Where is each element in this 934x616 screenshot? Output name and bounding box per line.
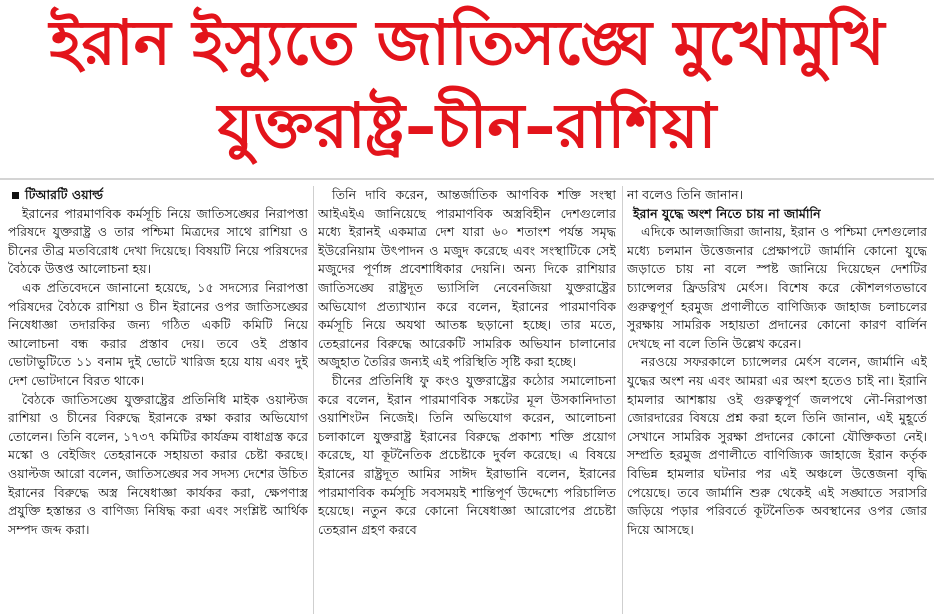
article-column-1 [8, 186, 308, 614]
paragraph: বৈঠকে জাতিসঙ্ঘে যুক্তরাষ্ট্রের প্রতিনিধি মাইক ওয়াল্টজ রাশিয়া ও চীনের বিরুদ্ধে ইরানকে রক্ষা করার অভিযোগ তোলেন। তিনি বলেন, ১৭৩৭ কমিটির কার্যক্রম বাধাগ্রস্ত করে মস্কো ও বেইজিং তেহরানকে সহায়তা করার চেষ্টা করছে। ওয়াল্টজ আরো বলেন, জাতিসঙ্ঘের সব সদস্য দেশের উচিত ইরানের বিরুদ্ধে অস্ত্র নিষেধাজ্ঞা কার্যকর করা, ক্ষেপণাস্ত্র প্রযুক্তি হস্তান্তর ও বাণিজ্য নিষিদ্ধ করা এবং সংশ্লিষ্ট আর্থিক সম্পদ জব্দ করা। [8, 391, 308, 537]
headline-line-1: ইরান ইস্যুতে জাতিসঙ্ঘে মুখোমুখি [49, 6, 885, 79]
headline-line-2: যুক্তরাষ্ট্র–চীন–রাশিয়া [217, 89, 717, 162]
byline [8, 186, 308, 205]
paragraph: নরওয়ে সফরকালে চ্যান্সেলর মের্ৎস বলেন, জার্মানি এই যুদ্ধের অংশ নয় এবং আমরা এর অংশ হতেও চাই না। ইরানি হামলার আশঙ্কায় ওই গুরুত্বপূর্ণ জলপথে নৌ-নিরাপত্তা জোরদারের বিষয়ে প্রশ্ন করা হলে তিনি জানান, এই মুহূর্তে সেখানে সামরিক সুরক্ষা প্রদানের কোনো যৌক্তিকতা নেই। সম্প্রতি হরমুজ প্রণালীতে বাণিজ্যিক জাহাজে ইরান কর্তৃক বিভিন্ন হামলার ঘটনার পর এই অঞ্চলে উত্তেজনা বৃদ্ধি পেয়েছে। তবে জার্মানি শুরু থেকেই এই সঙ্ঘাতে সরাসরি জড়িয়ে পড়ার পরিবর্তে কূটনৈতিক অবস্থানের ওপর জোর দিয়ে আসছে। [627, 354, 927, 537]
byline-square-icon [12, 192, 19, 199]
column-divider [622, 186, 623, 614]
paragraph: এদিকে আলজাজিরা জানায়, ইরান ও পশ্চিমা দেশগুলোর মধ্যে চলমান উত্তেজনার প্রেক্ষাপটে জার্মানি কোনো যুদ্ধে জড়াতে চায় না বলে স্পষ্ট জানিয়ে দিয়েছেন দেশটির চ্যান্সেলর ফ্রিডরিখ মের্ৎস। বিশেষ করে কৌশলগতভাবে গুরুত্বপূর্ণ হরমুজ প্রণালীতে বাণিজ্যিক জাহাজ চলাচলের সুরক্ষায় সামরিক সহায়তা প্রদানের কোনো কারণ বার্লিন দেখছে না বলে তিনি উল্লেখ করেন। [627, 224, 927, 351]
byline-text: টিআরটি ওয়ার্ল্ড [25, 187, 104, 202]
headline-divider [0, 178, 934, 180]
article-column-3 [627, 186, 927, 614]
paragraph-continued: না বলেও তিনি জানান। [627, 187, 744, 202]
article-column-2 [318, 186, 616, 614]
column-divider [313, 186, 314, 614]
paragraph: এক প্রতিবেদনে জানানো হয়েছে, ১৫ সদস্যের নিরাপত্তা পরিষদের বৈঠকে রাশিয়া ও চীন ইরানের ওপর জাতিসঙ্ঘের নিষেধাজ্ঞা তদারকির জন্য গঠিত একটি কমিটি নিয়ে আলোচনা বন্ধ করার প্রস্তাব দেয়। তবে ওই প্রস্তাব ভোটাভুটিতে ১১ বনাম দুই ভোটে খারিজ হয়ে যায় এবং দুই দেশ ভোটদানে বিরত থাকে। [8, 279, 308, 388]
paragraph: তিনি দাবি করেন, আন্তর্জাতিক আণবিক শক্তি সংস্থা আইএইএ জানিয়েছে পারমাণবিক অস্ত্রবিহীন দেশগুলোর মধ্যে ইরানই একমাত্র দেশ যারা ৬০ শতাংশ পর্যন্ত সমৃদ্ধ ইউরেনিয়াম উৎপাদন ও মজুদ করেছে এবং সংস্থাটিকে সেই মজুদের পূর্ণাঙ্গ প্রবেশাধিকার দেয়নি। অন্য দিকে রাশিয়ার জাতিসঙ্ঘে রাষ্ট্রদূত ভ্যাসিলি নেবেনজিয়া যুক্তরাষ্ট্রের অভিযোগ প্রত্যাখ্যান করে বলেন, ইরানের পারমাণবিক কর্মসূচি নিয়ে অযথা আতঙ্ক ছড়ানো হচ্ছে। তার মতে, তেহরানের বিরুদ্ধে আরেকটি সামরিক অভিযান চালানোর অজুহাত তৈরির জন্যই এই পরিস্থিতি সৃষ্টি করা হচ্ছে। [318, 187, 616, 370]
subheading: ইরান যুদ্ধে অংশ নিতে চায় না জার্মানি [633, 205, 821, 221]
paragraph: ইরানের পারমাণবিক কর্মসূচি নিয়ে জাতিসঙ্ঘের নিরাপত্তা পরিষদে যুক্তরাষ্ট্র ও তার পশ্চিমা মিত্রদের সাথে রাশিয়া ও চীনের তীব্র মতবিরোধ দেখা দিয়েছে। বিষয়টি নিয়ে পরিষদের বৈঠকে উত্তপ্ত আলোচনা হয়। [8, 205, 308, 277]
paragraph: চীনের প্রতিনিধি ফু কংও যুক্তরাষ্ট্রের কঠোর সমালোচনা করে বলেন, ইরান পারমাণবিক সঙ্কটের মূল উসকানিদাতা ওয়াশিংটন নিজেই। তিনি অভিযোগ করেন, আলোচনা চলাকালে যুক্তরাষ্ট্র ইরানের বিরুদ্ধে প্রকাশ্য শক্তি প্রয়োগ করেছে, যা কূটনৈতিক প্রচেষ্টাকে দুর্বল করেছে। এ বিষয়ে ইরানের রাষ্ট্রদূত আমির সাঈদ ইরাভানি বলেন, ইরানের পারমাণবিক কর্মসূচি সবসময়ই শান্তিপূর্ণ উদ্দেশ্যে পরিচালিত হয়েছে। নতুন করে কোনো নিষেধাজ্ঞা আরোপের প্রচেষ্টা তেহরান গ্রহণ করবে [318, 372, 616, 537]
